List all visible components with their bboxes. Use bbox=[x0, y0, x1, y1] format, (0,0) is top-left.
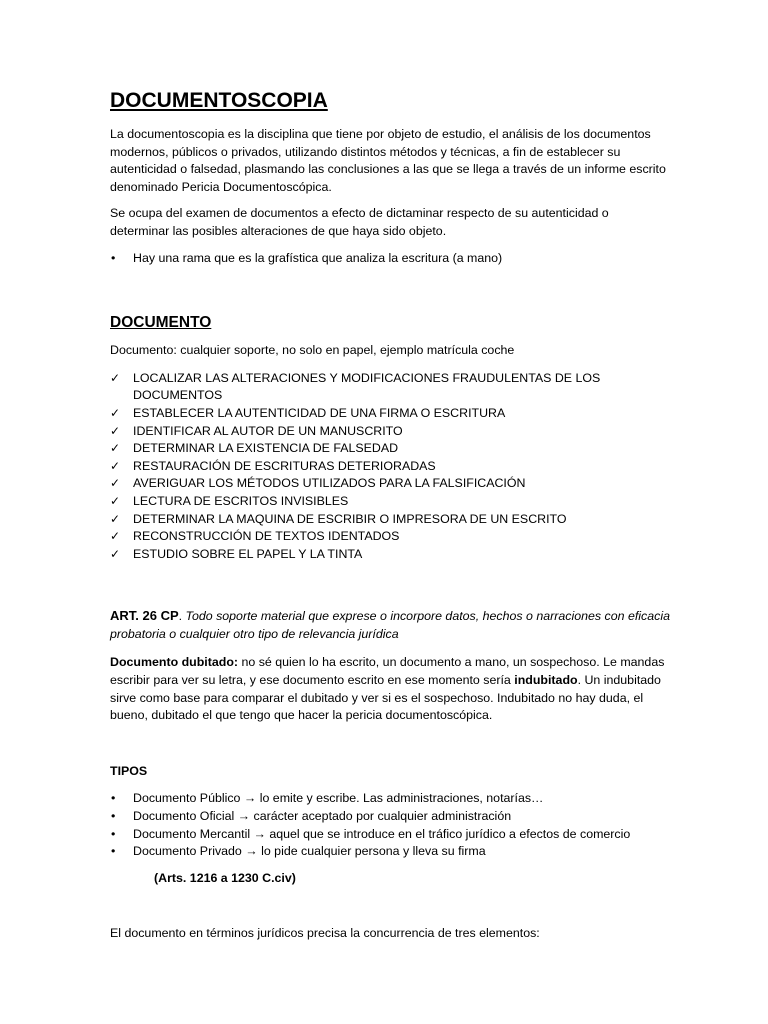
article-separator: . bbox=[178, 609, 186, 624]
indubitado-term: indubitado bbox=[514, 673, 578, 688]
closing-paragraph: El documento en términos jurídicos precisa la concurrencia de tres elementos: bbox=[110, 926, 540, 941]
list-item bbox=[110, 790, 670, 808]
check-icon: ✓ bbox=[110, 441, 121, 456]
list-item bbox=[110, 458, 670, 476]
dubitado-text-before: no sé quien lo ha escrito, un documento a mano, un sospechoso. Le mandas escribir para ver su letra, y ese documento escrito en ese momento sería bbox=[110, 655, 665, 688]
dubitado-text-after: . Un indubitado sirve como base para comparar el dubitado y ver si es el sospechoso. Indubitado no hay duda, el bueno, dubitado el que tengo que hacer la pericia documentoscópica. bbox=[110, 673, 661, 723]
objective-text: RECONSTRUCCIÓN DE TEXTOS IDENTADOS bbox=[133, 529, 400, 544]
objectives-checklist bbox=[110, 370, 670, 564]
documento-definition: Documento: cualquier soporte, no solo en papel, ejemplo matrícula coche bbox=[110, 343, 515, 358]
bullet-icon: • bbox=[111, 250, 116, 265]
tipo-text: Documento Mercantil → aquel que se introduce en el tráfico jurídico a efectos de comercio bbox=[133, 826, 631, 841]
scope-paragraph: Se ocupa del examen de documentos a efecto de dictaminar respecto de su autenticidad o determinar las posibles alteraciones de que haya sido objeto. bbox=[110, 206, 609, 238]
article-text: Todo soporte material que exprese o incorpore datos, hechos o narraciones con eficacia probatoria o cualquier otro tipo de relevancia jurídica bbox=[110, 609, 670, 641]
bullet-icon: • bbox=[111, 791, 116, 806]
objective-text: AVERIGUAR LOS MÉTODOS UTILIZADOS PARA LA FALSIFICACIÓN bbox=[133, 476, 526, 491]
list-item bbox=[110, 423, 670, 441]
branch-list bbox=[110, 250, 670, 268]
bullet-icon: • bbox=[111, 826, 116, 841]
check-icon: ✓ bbox=[110, 546, 121, 561]
document-title: DOCUMENTOSCOPIA bbox=[110, 89, 328, 112]
objective-text: DETERMINAR LA EXISTENCIA DE FALSEDAD bbox=[133, 441, 399, 456]
check-icon: ✓ bbox=[110, 405, 121, 420]
list-item bbox=[110, 250, 670, 268]
intro-paragraph: La documentoscopia es la disciplina que tiene por objeto de estudio, el análisis de los documentos modernos, públicos o privados, utilizando distintos métodos y técnicas, a fin de establecer su autenticidad o falsedad, plasmando las conclusiones a las que se llega a través de un informe escrito denominado Pericia Documentoscópica. bbox=[110, 127, 666, 194]
check-icon: ✓ bbox=[110, 529, 121, 544]
check-icon: ✓ bbox=[110, 511, 121, 526]
objective-text: ESTUDIO SOBRE EL PAPEL Y LA TINTA bbox=[133, 546, 363, 561]
objective-text: LECTURA DE ESCRITOS INVISIBLES bbox=[133, 493, 349, 508]
list-item bbox=[110, 475, 670, 493]
tipo-text: Documento Privado → lo pide cualquier persona y lleva su firma bbox=[133, 844, 486, 859]
tipos-list bbox=[110, 790, 670, 860]
objective-text: ESTABLECER LA AUTENTICIDAD DE UNA FIRMA O ESCRITURA bbox=[133, 405, 506, 420]
objective-text: IDENTIFICAR AL AUTOR DE UN MANUSCRITO bbox=[133, 423, 403, 438]
document-body bbox=[110, 88, 670, 952]
list-item bbox=[110, 528, 670, 546]
list-item bbox=[110, 511, 670, 529]
articles-reference: (Arts. 1216 a 1230 C.civ) bbox=[154, 870, 296, 885]
objective-text: LOCALIZAR LAS ALTERACIONES Y MODIFICACIONES FRAUDULENTAS DE LOS DOCUMENTOS bbox=[133, 370, 601, 403]
tipos-heading: TIPOS bbox=[110, 763, 148, 778]
tipo-text: Documento Oficial → carácter aceptado por cualquier administración bbox=[133, 809, 512, 824]
list-item bbox=[110, 826, 670, 844]
check-icon: ✓ bbox=[110, 493, 121, 508]
check-icon: ✓ bbox=[110, 458, 121, 473]
objective-text: DETERMINAR LA MAQUINA DE ESCRIBIR O IMPRESORA DE UN ESCRITO bbox=[133, 511, 567, 526]
article-paragraph bbox=[110, 607, 670, 643]
list-item bbox=[110, 493, 670, 511]
list-item bbox=[110, 370, 670, 405]
dubitado-paragraph bbox=[110, 654, 670, 724]
objective-text: RESTAURACIÓN DE ESCRITURAS DETERIORADAS bbox=[133, 458, 436, 473]
list-item bbox=[110, 843, 670, 861]
check-icon: ✓ bbox=[110, 476, 121, 491]
branch-note: Hay una rama que es la grafística que analiza la escritura (a mano) bbox=[133, 250, 503, 265]
bullet-icon: • bbox=[111, 844, 116, 859]
section-title-documento: DOCUMENTO bbox=[110, 314, 212, 332]
dubitado-term: Documento dubitado: bbox=[110, 655, 239, 670]
list-item bbox=[110, 440, 670, 458]
article-label: ART. 26 CP bbox=[110, 608, 179, 624]
check-icon: ✓ bbox=[110, 423, 121, 438]
list-item bbox=[110, 808, 670, 826]
tipo-text: Documento Público → lo emite y escribe. Las administraciones, notarías… bbox=[133, 791, 544, 806]
bullet-icon: • bbox=[111, 809, 116, 824]
list-item bbox=[110, 546, 670, 564]
list-item bbox=[110, 405, 670, 423]
check-icon: ✓ bbox=[110, 370, 121, 385]
